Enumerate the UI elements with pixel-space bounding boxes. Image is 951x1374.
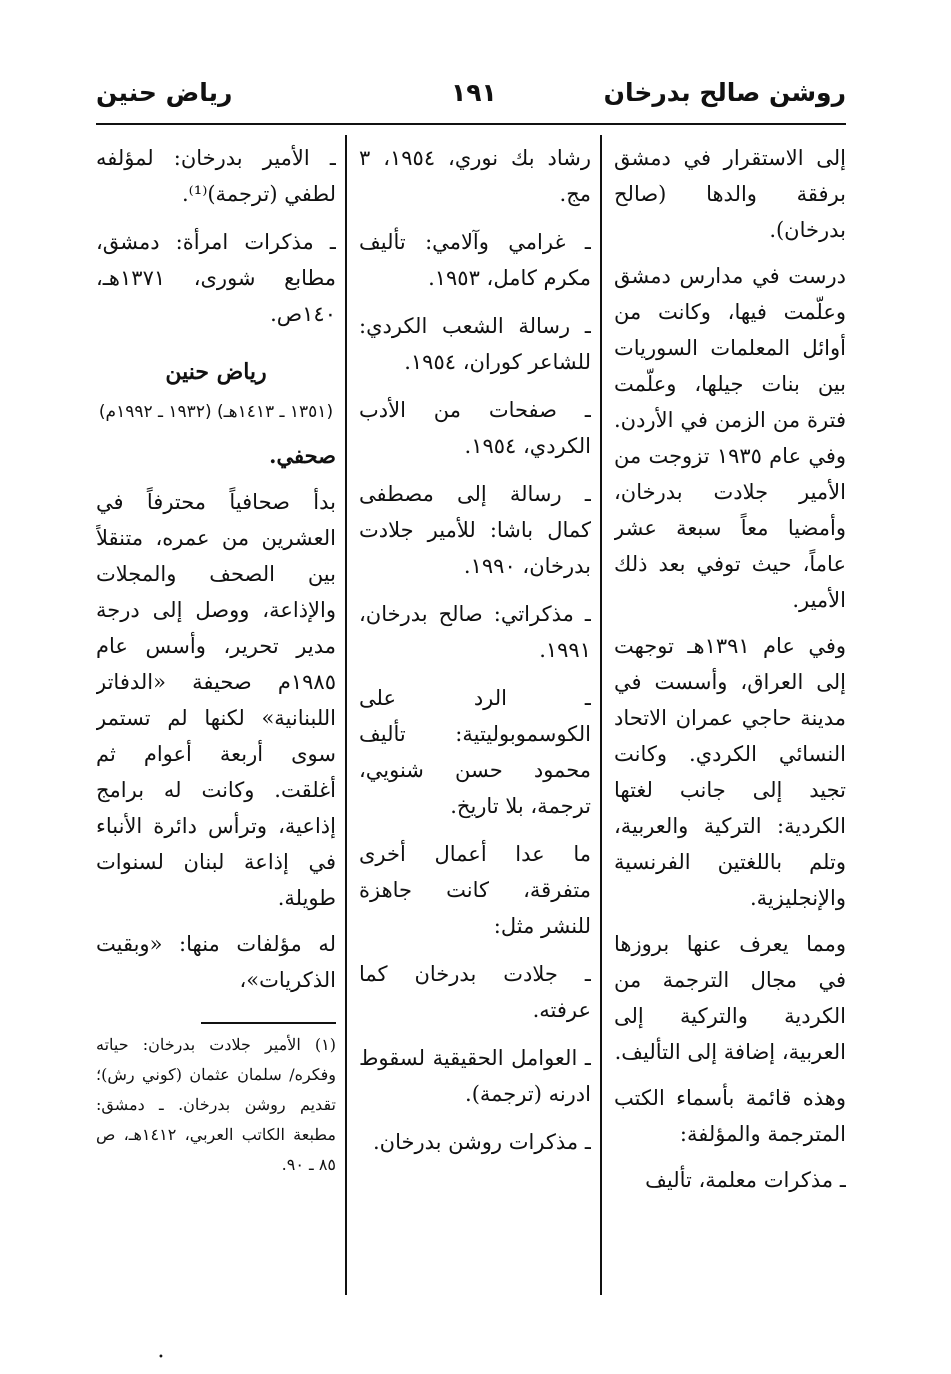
bibliography-entry: ـ مذكراتي: صالح بدرخان، ١٩٩١. xyxy=(359,602,591,662)
paragraph: وفي عام ١٣٩١هـ توجهت إلى العراق، وأسست في مدينة حاجي عمران الاتحاد النسائي الكردي. وكانت تجيد إلى جانب لغتها الكردية: التركية والعربية، وتلم باللغتين الفرنسية والإنجليزية. xyxy=(614,634,846,910)
paragraph: بدأ صحافياً محترفاً في العشرين من عمره، متنقلاً بين الصحف والمجلات والإذاعة، ووصل إلى درجة مدير تحرير، وأسس عام ١٩٨٥م صحيفة «الدفاتر اللبنانية» لكنها لم تستمر سوى أربعة أعوام ثم أغلقت. وكانت له برامج إذاعية، وترأس دائرة الأنباء في إذاعة لبنان لسنوات طويلة. xyxy=(96,490,336,910)
bibliography-entry: ـ جلادت بدرخان كما عرفته. xyxy=(359,962,591,1022)
print-speck: • xyxy=(158,1352,164,1363)
bibliography-entry: ما عدا أعمال أخرى متفرقة، كانت جاهزة للنشر مثل: xyxy=(359,842,591,938)
bibliography-entry: ـ الأمير بدرخان: لمؤلفه لطفي (ترجمة)⁽¹⁾. xyxy=(96,146,336,206)
running-title-right: روشن صالح بدرخان xyxy=(603,78,846,107)
footnote: (١) الأمير جلادت بدرخان: حياته وفكره/ سلمان عثمان (كوني رش)؛ تقديم روشن بدرخان. ـ دمشق: مطبعة الكاتب العربي، ١٤١٢هـ، ص ٨٥ ـ ٩٠. xyxy=(96,1035,336,1174)
bibliography-entry: ـ رسالة إلى مصطفى كمال باشا: للأمير جلادت بدرخان، ١٩٩٠. xyxy=(359,482,591,578)
bibliography-entry: ـ رسالة الشعب الكردي: للشاعر كوران، ١٩٥٤. xyxy=(359,314,591,374)
paragraph: درست في مدارس دمشق وعلّمت فيها، وكانت من أوائل المعلمات السوريات بين بنات جيلها، وعلّمت فترة من الزمن في الأردن. وفي عام ١٩٣٥ تزوجت من الأمير جلادت بدرخان، وأمضيا معاً سبعة عشر عاماً، حيث توفي بعد ذلك الأمير. xyxy=(614,264,846,612)
paragraph: ـ مذكرات معلمة، تأليف xyxy=(645,1168,846,1192)
running-title-left: رياض حنين xyxy=(96,78,233,107)
paragraph: إلى الاستقرار في دمشق برفقة والدها (صالح بدرخان). xyxy=(614,146,846,242)
footnote-rule xyxy=(201,1022,336,1024)
bibliography-entry: ـ صفحات من الأدب الكردي، ١٩٥٤. xyxy=(359,398,591,458)
column-divider-left xyxy=(345,135,347,1295)
paragraph: له مؤلفات منها: «وبقيت الذكريات»، xyxy=(96,932,336,992)
bibliography-entry: ـ الرد على الكوسموبوليتية: تأليف محمود حسن شنويي، ترجمة، بلا تاريخ. xyxy=(359,686,591,818)
biography-dates: (١٣٥١ ـ ١٤١٣هـ) (١٩٣٢ ـ ١٩٩٢م) xyxy=(98,402,334,422)
column-left xyxy=(96,140,336,1180)
biography-role: صحفي. xyxy=(269,443,336,468)
page-number: ١٩١ xyxy=(451,78,497,107)
column-divider-right xyxy=(600,135,602,1295)
bibliography-entry: ـ مذكرات امرأة: دمشق، مطابع شورى، ١٣٧١هـ، ١٤٠ص. xyxy=(96,230,336,326)
bibliography-entry: ـ غرامي وآلامي: تأليف مكرم كامل، ١٩٥٣. xyxy=(359,230,591,290)
bibliography-entry: رشاد بك نوري، ١٩٥٤، ٣ مج. xyxy=(359,146,591,206)
paragraph: وهذه قائمة بأسماء الكتب المترجمة والمؤلفة: xyxy=(614,1086,846,1146)
header-rule xyxy=(96,123,846,125)
bibliography-entry: ـ العوامل الحقيقية لسقوط ادرنه (ترجمة). xyxy=(359,1046,591,1106)
paragraph: ومما يعرف عنها بروزها في مجال الترجمة من الكردية والتركية إلى العربية، إضافة إلى التأليف. xyxy=(614,932,846,1064)
column-middle xyxy=(359,140,591,1172)
column-right xyxy=(614,140,846,1208)
bibliography-entry: ـ مذكرات روشن بدرخان. xyxy=(373,1130,591,1154)
running-header xyxy=(96,78,846,118)
biography-heading: رياض حنين xyxy=(165,359,267,385)
